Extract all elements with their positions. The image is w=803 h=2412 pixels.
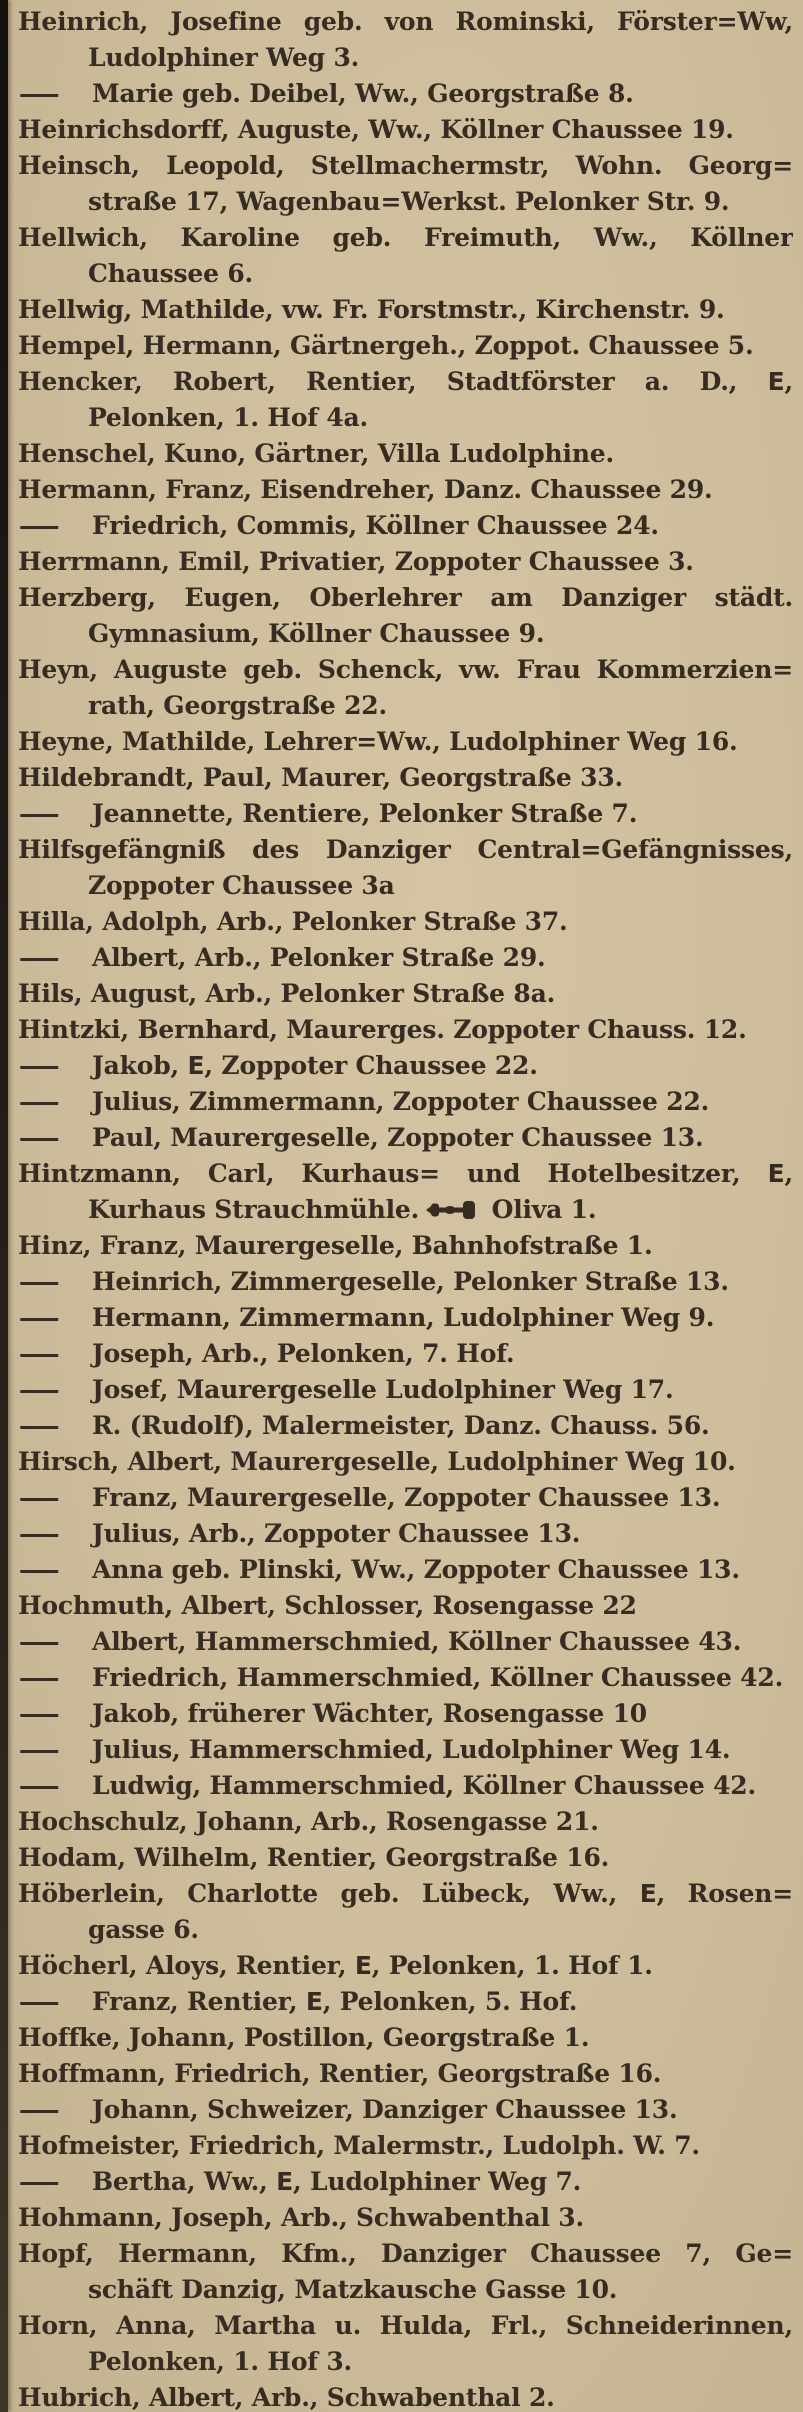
line-text: Hilfsgefängniß des Danziger Central=Gefängnisses, — [18, 835, 793, 864]
line-text: straße 17, Wagenbau=Werkst. Pelonker Str. 9. — [88, 187, 730, 216]
line-text: Pelonken, 1. Hof 3. — [88, 2347, 353, 2376]
directory-line — [18, 1840, 793, 1876]
line-text: Hochschulz, Johann, Arb., Rosengasse 21. — [18, 1807, 599, 1836]
line-text: Julius, Arb., Zoppoter Chaussee 13. — [92, 1519, 581, 1548]
directory-line — [18, 2308, 793, 2344]
line-text: Hirsch, Albert, Maurergeselle, Ludolphiner Weg 10. — [18, 1447, 736, 1476]
line-text: Ludwig, Hammerschmied, Köllner Chaussee 42. — [92, 1771, 756, 1800]
line-text: Horn, Anna, Martha u. Hulda, Frl., Schneiderinnen, — [18, 2311, 793, 2340]
line-text: Bertha, Ww., — [92, 2167, 277, 2196]
line-text: Oliva 1. — [483, 1195, 597, 1224]
line-text: Marie geb. Deibel, Ww., Georgstraße 8. — [92, 79, 634, 108]
line-text: Julius, Hammerschmied, Ludolphiner Weg 14. — [92, 1735, 731, 1764]
directory-line — [18, 904, 793, 940]
directory-line — [18, 616, 793, 652]
directory-line — [18, 148, 793, 184]
line-text: Henschel, Kuno, Gärtner, Villa Ludolphine. — [18, 439, 615, 468]
directory-line — [18, 256, 793, 292]
directory-line — [18, 1948, 793, 1984]
line-text: Höcherl, Aloys, Rentier, — [18, 1951, 355, 1980]
directory-line — [18, 1768, 793, 1804]
directory-line — [18, 1192, 793, 1228]
line-text: Zoppoter Chaussee 3a — [88, 871, 395, 900]
directory-line — [18, 1408, 793, 1444]
directory-line — [18, 1480, 793, 1516]
line-text: Hoffmann, Friedrich, Rentier, Georgstraße 16. — [18, 2059, 662, 2088]
directory-line — [18, 1876, 793, 1912]
directory-line — [18, 1300, 793, 1336]
line-text: Joseph, Arb., Pelonken, 7. Hof. — [92, 1339, 515, 1368]
directory-line — [18, 796, 793, 832]
owner-marker-e: E — [639, 1879, 657, 1908]
directory-line — [18, 1912, 793, 1948]
directory-line — [18, 40, 793, 76]
directory-line — [18, 1012, 793, 1048]
directory-line — [18, 760, 793, 796]
repeat-surname-dash: — — [18, 1987, 61, 2016]
repeat-surname-dash: — — [18, 1519, 61, 1548]
repeat-surname-dash: — — [18, 1627, 61, 1656]
repeat-surname-dash: — — [18, 1411, 61, 1440]
directory-line — [18, 2056, 793, 2092]
repeat-surname-dash: — — [18, 1123, 61, 1152]
directory-line — [18, 544, 793, 580]
directory-line — [18, 580, 793, 616]
directory-line — [18, 1588, 793, 1624]
line-text: , Pelonken, 1. Hof 1. — [371, 1951, 653, 1980]
repeat-surname-dash: — — [18, 1555, 61, 1584]
line-text: Höberlein, Charlotte geb. Lübeck, Ww., — [18, 1879, 640, 1908]
line-text: , — [784, 1159, 793, 1188]
line-text: Albert, Arb., Pelonker Straße 29. — [92, 943, 546, 972]
line-text: Friedrich, Commis, Köllner Chaussee 24. — [92, 511, 659, 540]
line-text: Heinrich, Josefine geb. von Rominski, Förster=Ww, — [18, 7, 793, 36]
repeat-surname-dash: — — [18, 1771, 61, 1800]
line-text: Hellwich, Karoline geb. Freimuth, Ww., Köllner — [18, 223, 793, 252]
directory-line — [18, 1372, 793, 1408]
line-text: rath, Georgstraße 22. — [88, 691, 387, 720]
directory-line — [18, 364, 793, 400]
directory-line — [18, 2020, 793, 2056]
line-text: Julius, Zimmermann, Zoppoter Chaussee 22. — [92, 1087, 710, 1116]
line-text: , Pelonken, 5. Hof. — [322, 1987, 578, 2016]
directory-line — [18, 400, 793, 436]
directory-line — [18, 1624, 793, 1660]
directory-line — [18, 1696, 793, 1732]
line-text: , Ludolphiner Weg 7. — [293, 2167, 582, 2196]
line-text: Johann, Schweizer, Danziger Chaussee 13. — [92, 2095, 678, 2124]
line-text: Hempel, Hermann, Gärtnergeh., Zoppot. Chaussee 5. — [18, 331, 754, 360]
directory-line — [18, 832, 793, 868]
directory-line — [18, 1048, 793, 1084]
line-text: Pelonken, 1. Hof 4a. — [88, 403, 369, 432]
line-text: Hermann, Franz, Eisendreher, Danz. Chaussee 29. — [18, 475, 713, 504]
owner-marker-e: E — [305, 1987, 323, 2016]
directory-line — [18, 1660, 793, 1696]
line-text: Kurhaus Strauchmühle. — [88, 1195, 420, 1224]
line-text: Franz, Maurergeselle, Zoppoter Chaussee 13. — [92, 1483, 721, 1512]
repeat-surname-dash: — — [18, 1483, 61, 1512]
line-text: Heinrich, Zimmergeselle, Pelonker Straße 13. — [92, 1267, 729, 1296]
repeat-surname-dash: — — [18, 511, 61, 540]
repeat-surname-dash: — — [18, 79, 61, 108]
line-text: Hofmeister, Friedrich, Malermstr., Ludolph. W. 7. — [18, 2131, 700, 2160]
directory-line — [18, 2380, 793, 2412]
line-text: Anna geb. Plinski, Ww., Zoppoter Chaussee 13. — [92, 1555, 740, 1584]
line-text: Josef, Maurergeselle Ludolphiner Weg 17. — [92, 1375, 674, 1404]
directory-line — [18, 2128, 793, 2164]
line-text: Hintzmann, Carl, Kurhaus= und Hotelbesitzer, — [18, 1159, 768, 1188]
scan-gutter-shadow — [0, 0, 8, 2412]
line-text: Friedrich, Hammerschmied, Köllner Chaussee 42. — [92, 1663, 784, 1692]
line-text: Hils, August, Arb., Pelonker Straße 8a. — [18, 979, 556, 1008]
directory-line — [18, 652, 793, 688]
line-text: , Zoppoter Chaussee 22. — [204, 1051, 538, 1080]
line-text: Heyne, Mathilde, Lehrer=Ww., Ludolphiner Weg 16. — [18, 727, 738, 756]
repeat-surname-dash: — — [18, 943, 61, 972]
directory-column — [18, 4, 793, 2412]
line-text: Albert, Hammerschmied, Köllner Chaussee 43. — [92, 1627, 742, 1656]
directory-line — [18, 2200, 793, 2236]
directory-line — [18, 1552, 793, 1588]
line-text: R. (Rudolf), Malermeister, Danz. Chauss. 56. — [92, 1411, 710, 1440]
directory-line — [18, 1156, 793, 1192]
owner-marker-e: E — [354, 1951, 372, 1980]
directory-line — [18, 328, 793, 364]
directory-line — [18, 2164, 793, 2200]
owner-marker-e: E — [767, 367, 785, 396]
line-text: Hoffke, Johann, Postillon, Georgstraße 1. — [18, 2023, 590, 2052]
directory-line — [18, 1516, 793, 1552]
directory-line — [18, 1120, 793, 1156]
line-text: Herzberg, Eugen, Oberlehrer am Danziger städt. — [18, 583, 793, 612]
line-text: Heyn, Auguste geb. Schenck, vw. Frau Kommerzien= — [18, 655, 793, 684]
owner-marker-e: E — [187, 1051, 205, 1080]
line-text: Hermann, Zimmermann, Ludolphiner Weg 9. — [92, 1303, 715, 1332]
line-text: Franz, Rentier, — [92, 1987, 306, 2016]
directory-line — [18, 940, 793, 976]
directory-line — [18, 1084, 793, 1120]
line-text: Hildebrandt, Paul, Maurer, Georgstraße 33. — [18, 763, 624, 792]
line-text: , — [784, 367, 793, 396]
line-text: Hodam, Wilhelm, Rentier, Georgstraße 16. — [18, 1843, 610, 1872]
line-text: Herrmann, Emil, Privatier, Zoppoter Chaussee 3. — [18, 547, 694, 576]
directory-line — [18, 2236, 793, 2272]
directory-line — [18, 1804, 793, 1840]
line-text: Hinz, Franz, Maurergeselle, Bahnhofstraße 1. — [18, 1231, 653, 1260]
line-text: Hencker, Robert, Rentier, Stadtförster a. D., — [18, 367, 768, 396]
line-text: Hubrich, Albert, Arb., Schwabenthal 2. — [18, 2383, 555, 2412]
directory-line — [18, 1264, 793, 1300]
directory-line — [18, 112, 793, 148]
line-text: Hellwig, Mathilde, vw. Fr. Forstmstr., Kirchenstr. 9. — [18, 295, 725, 324]
line-text: Chaussee 6. — [88, 259, 254, 288]
repeat-surname-dash: — — [18, 1087, 61, 1116]
directory-line — [18, 1228, 793, 1264]
repeat-surname-dash: — — [18, 1339, 61, 1368]
directory-line — [18, 2272, 793, 2308]
directory-line — [18, 868, 793, 904]
repeat-surname-dash: — — [18, 1051, 61, 1080]
line-text: Heinrichsdorff, Auguste, Ww., Köllner Chaussee 19. — [18, 115, 734, 144]
telephone-icon — [425, 1200, 477, 1220]
directory-line — [18, 76, 793, 112]
line-text: , Rosen= — [656, 1879, 793, 1908]
directory-line — [18, 1336, 793, 1372]
line-text: Heinsch, Leopold, Stellmachermstr, Wohn. Georg= — [18, 151, 793, 180]
line-text: Hintzki, Bernhard, Maurerges. Zoppoter Chauss. 12. — [18, 1015, 747, 1044]
directory-line — [18, 472, 793, 508]
line-text: Jakob, früherer Wächter, Rosengasse 10 — [92, 1699, 647, 1728]
owner-marker-e: E — [276, 2167, 294, 2196]
repeat-surname-dash: — — [18, 1267, 61, 1296]
repeat-surname-dash: — — [18, 799, 61, 828]
repeat-surname-dash: — — [18, 1375, 61, 1404]
owner-marker-e: E — [767, 1159, 785, 1188]
line-text: Jeannette, Rentiere, Pelonker Straße 7. — [92, 799, 638, 828]
directory-line — [18, 1444, 793, 1480]
directory-line — [18, 184, 793, 220]
line-text: schäft Danzig, Matzkausche Gasse 10. — [88, 2275, 618, 2304]
directory-line — [18, 2092, 793, 2128]
line-text: Hopf, Hermann, Kfm., Danziger Chaussee 7, Ge= — [18, 2239, 793, 2268]
line-text: Hohmann, Joseph, Arb., Schwabenthal 3. — [18, 2203, 584, 2232]
repeat-surname-dash: — — [18, 1735, 61, 1764]
directory-line — [18, 4, 793, 40]
line-text: Hochmuth, Albert, Schlosser, Rosengasse 22 — [18, 1591, 637, 1620]
line-text: Paul, Maurergeselle, Zoppoter Chaussee 13. — [92, 1123, 704, 1152]
repeat-surname-dash: — — [18, 1699, 61, 1728]
directory-line — [18, 1984, 793, 2020]
directory-line — [18, 688, 793, 724]
directory-line — [18, 436, 793, 472]
line-text: Hilla, Adolph, Arb., Pelonker Straße 37. — [18, 907, 568, 936]
line-text: Jakob, — [92, 1051, 188, 1080]
line-text: Ludolphiner Weg 3. — [88, 43, 360, 72]
line-text: Gymnasium, Köllner Chaussee 9. — [88, 619, 545, 648]
directory-line — [18, 976, 793, 1012]
repeat-surname-dash: — — [18, 2167, 61, 2196]
directory-line — [18, 508, 793, 544]
directory-line — [18, 724, 793, 760]
directory-line — [18, 292, 793, 328]
directory-line — [18, 220, 793, 256]
directory-line — [18, 1732, 793, 1768]
repeat-surname-dash: — — [18, 1663, 61, 1692]
directory-line — [18, 2344, 793, 2380]
repeat-surname-dash: — — [18, 1303, 61, 1332]
line-text: gasse 6. — [88, 1915, 199, 1944]
repeat-surname-dash: — — [18, 2095, 61, 2124]
